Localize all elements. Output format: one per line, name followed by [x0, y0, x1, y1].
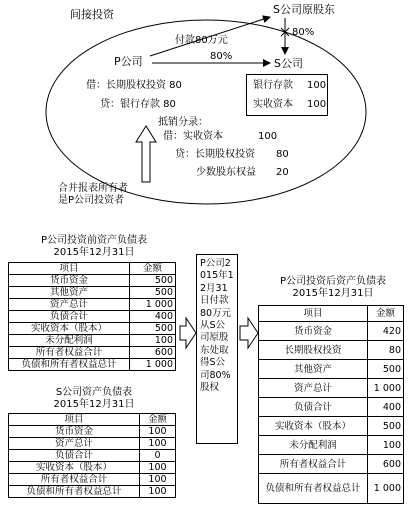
- row-label: 资产总计: [259, 379, 368, 398]
- owner-note-line-2: 是P公司投资者: [58, 195, 125, 206]
- table-row: [9, 438, 176, 450]
- row-value: 600: [130, 347, 176, 359]
- table-row: [259, 322, 404, 341]
- row-label: 货币资金: [259, 322, 368, 341]
- row-label: 所有者权益合计: [9, 347, 130, 359]
- table-row: [259, 417, 404, 436]
- table-row: [259, 341, 404, 360]
- row-value: 100: [140, 426, 176, 438]
- s-box-label-2: 实收资本: [253, 99, 293, 110]
- row-value: 1 000: [130, 359, 176, 371]
- table-row: [259, 455, 404, 474]
- table-row: [259, 398, 404, 417]
- after-table-title: P公司投资后资产负债表: [279, 276, 387, 287]
- right-block-arrow: [240, 318, 258, 348]
- table-row: [259, 436, 404, 455]
- journal-credit: 贷：银行存款 80: [100, 99, 176, 110]
- row-label: 所有者权益合计: [9, 474, 140, 486]
- before-balance-sheet: [8, 262, 176, 371]
- row-label: 其他资产: [259, 360, 368, 379]
- row-label: 负债合计: [9, 450, 140, 462]
- table-row: [9, 474, 176, 486]
- row-value: 100: [368, 436, 404, 455]
- elim-line-3-label: 少数股东权益: [196, 167, 256, 178]
- left-block-arrow: [180, 318, 196, 348]
- row-label: 负债合计: [9, 311, 130, 323]
- journal-debit: 借：长期股权投资 80: [86, 80, 182, 91]
- row-value: 400: [130, 311, 176, 323]
- s-table-date: 2015年12月31日: [53, 399, 135, 410]
- elim-line-2-value: 80: [276, 149, 289, 160]
- header-item: 项目: [9, 414, 140, 426]
- row-label: 资产总计: [9, 438, 140, 450]
- row-label: 实收资本（股本）: [9, 462, 140, 474]
- s-box-label-1: 银行存款: [253, 80, 293, 91]
- before-table-title: P公司投资前资产负债表: [40, 235, 148, 246]
- row-label: 其他资产: [9, 287, 130, 299]
- table-row: [259, 474, 404, 504]
- elimination-title: 抵销分录：: [158, 117, 208, 128]
- elim-line-2-label: 贷：长期股权投资: [175, 149, 255, 160]
- payment-label: 付款80万元: [175, 35, 228, 46]
- table-row: [9, 359, 176, 371]
- elim-line-3-value: 20: [276, 167, 289, 178]
- p-company-label: P公司: [114, 55, 143, 68]
- after-balance-sheet: [258, 305, 404, 504]
- transaction-note: P公司2015年12月31日付款80万元从S公司原股东处取得S公司80%股权: [200, 258, 234, 394]
- row-value: 500: [130, 323, 176, 335]
- header-amount: 金额: [368, 306, 404, 322]
- table-row: [9, 462, 176, 474]
- row-value: 0: [140, 450, 176, 462]
- row-label: 货币资金: [9, 275, 130, 287]
- row-label: 负债和所有者权益总计: [259, 474, 368, 504]
- table-row: [9, 347, 176, 359]
- row-label: 所有者权益合计: [259, 455, 368, 474]
- table-row: [9, 311, 176, 323]
- table-row: [9, 299, 176, 311]
- table-row: [259, 379, 404, 398]
- row-value: 100: [140, 486, 176, 498]
- s-table-title: S公司资产负债表: [55, 387, 133, 398]
- table-row: [9, 275, 176, 287]
- row-value: 80: [368, 341, 404, 360]
- table-header-row: [9, 263, 176, 275]
- table-row: [9, 426, 176, 438]
- header-item: 项目: [9, 263, 130, 275]
- diagram-title: 间接投资: [70, 8, 114, 21]
- s-box-value-1: 100: [307, 80, 327, 91]
- row-value: 1 000: [368, 379, 404, 398]
- row-label: 货币资金: [9, 426, 140, 438]
- after-table-date: 2015年12月31日: [292, 288, 374, 299]
- before-table-date: 2015年12月31日: [53, 247, 135, 258]
- s-company-label: S公司: [274, 57, 303, 70]
- table-header-row: [9, 414, 176, 426]
- row-label: 实收资本（股本）: [9, 323, 130, 335]
- transaction-note-box: [196, 254, 238, 444]
- elim-line-1-value: 100: [258, 131, 278, 142]
- table-row: [259, 360, 404, 379]
- row-label: 负债和所有者权益总计: [9, 486, 140, 498]
- row-label: 负债合计: [259, 398, 368, 417]
- row-value: 1 000: [130, 299, 176, 311]
- row-value: 500: [130, 275, 176, 287]
- header-amount: 金额: [140, 414, 176, 426]
- s-original-holders-label: S公司原股东: [273, 3, 335, 16]
- row-value: 500: [368, 417, 404, 436]
- s-box-value-2: 100: [307, 99, 327, 110]
- pct-mid-label: 80%: [210, 51, 233, 62]
- table-row: [9, 287, 176, 299]
- row-label: 资产总计: [9, 299, 130, 311]
- row-value: 500: [130, 287, 176, 299]
- header-item: 项目: [259, 306, 368, 322]
- s-company-box: [246, 74, 328, 116]
- row-value: 500: [368, 360, 404, 379]
- table-row: [9, 450, 176, 462]
- s-balance-sheet: [8, 413, 176, 498]
- owner-note-line-1: 合并报表所有者: [58, 183, 128, 194]
- pct-top-label: 80%: [292, 27, 315, 38]
- row-label: 长期股权投资: [259, 341, 368, 360]
- row-value: 100: [130, 335, 176, 347]
- table-row: [9, 486, 176, 498]
- row-value: 100: [140, 438, 176, 450]
- elim-line-1-label: 借：实收资本: [163, 131, 223, 142]
- row-value: 600: [368, 455, 404, 474]
- row-value: 400: [368, 398, 404, 417]
- up-hollow-arrow: [136, 126, 156, 182]
- row-label: 未分配利润: [259, 436, 368, 455]
- table-header-row: [259, 306, 404, 322]
- row-value: 100: [140, 474, 176, 486]
- row-value: 100: [140, 462, 176, 474]
- table-row: [9, 335, 176, 347]
- row-label: 未分配利润: [9, 335, 130, 347]
- row-value: 1 000: [368, 474, 404, 504]
- header-amount: 金额: [130, 263, 176, 275]
- row-label: 实收资本（股本）: [259, 417, 368, 436]
- row-value: 420: [368, 322, 404, 341]
- table-row: [9, 323, 176, 335]
- row-label: 负债和所有者权益总计: [9, 359, 130, 371]
